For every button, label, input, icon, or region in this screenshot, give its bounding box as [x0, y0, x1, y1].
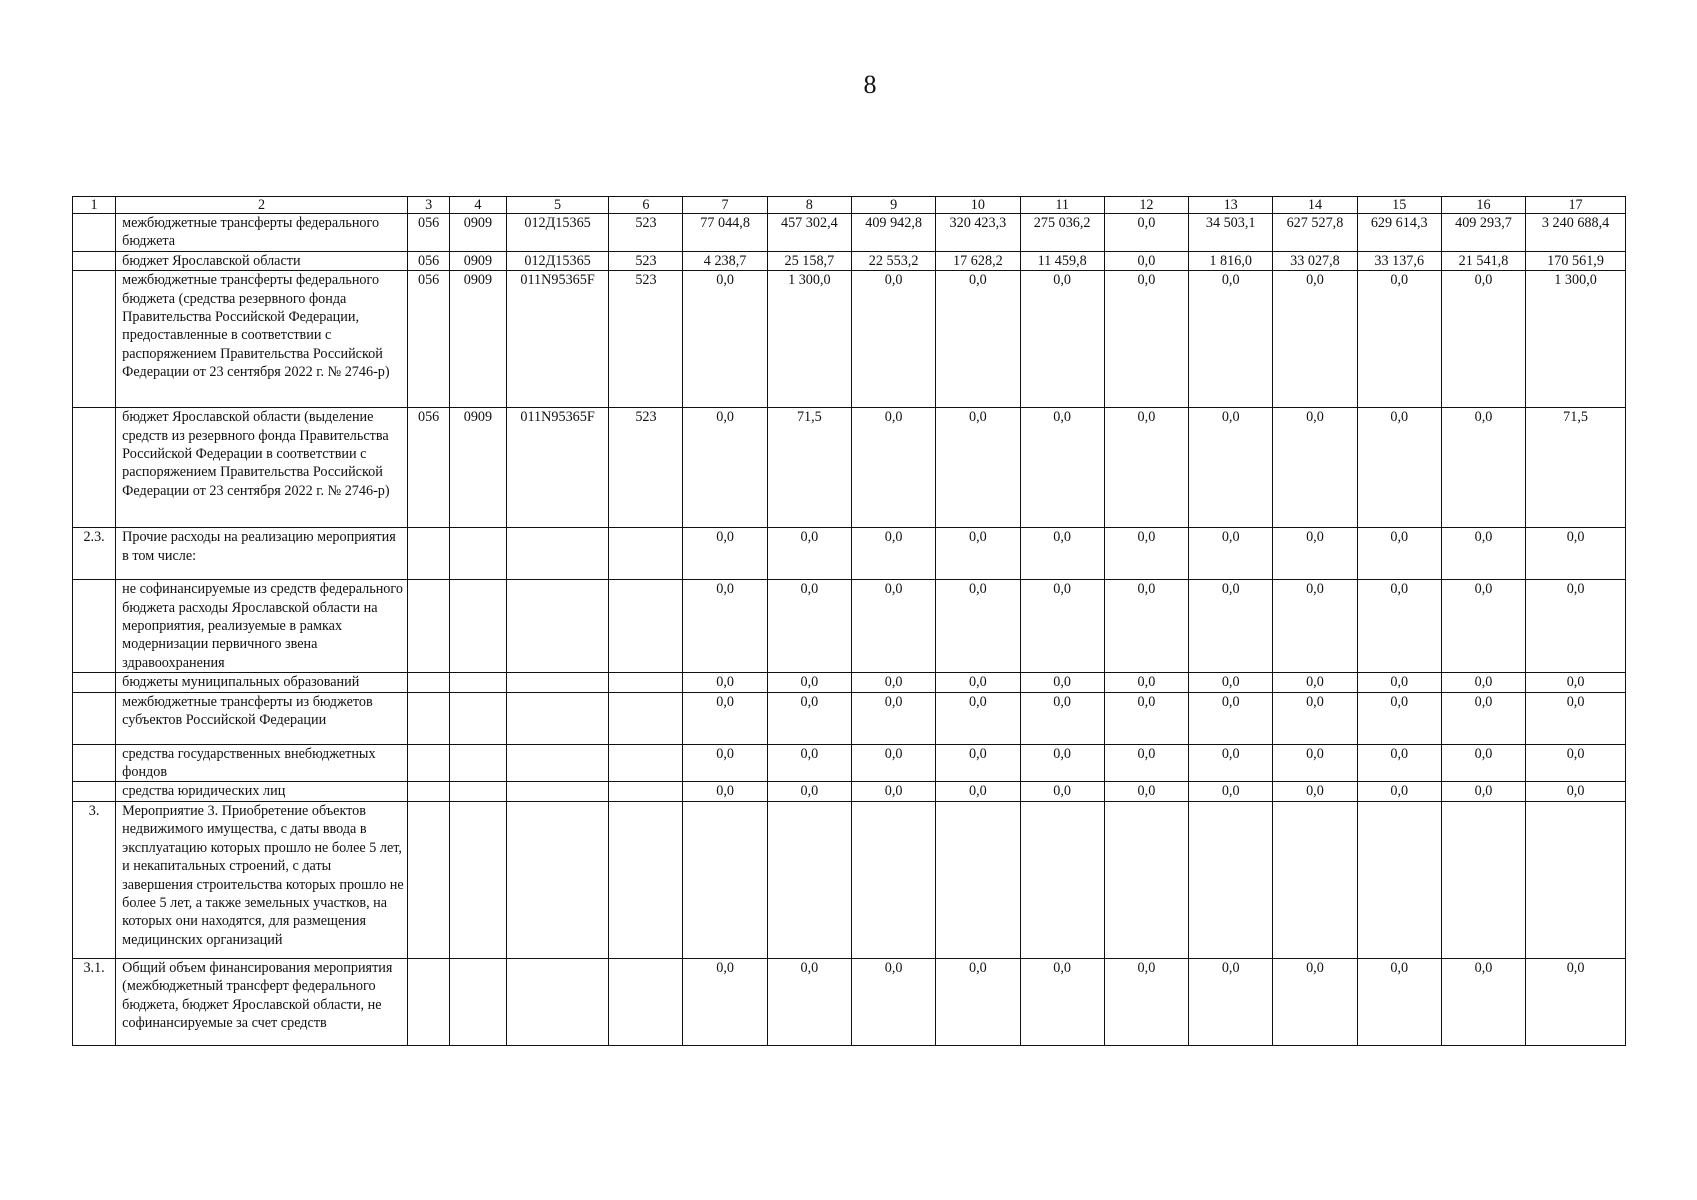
row-code-cell-6 — [609, 528, 683, 580]
row-value-cell-10 — [936, 801, 1020, 958]
row-value-cell-12: 0,0 — [1104, 958, 1188, 1045]
row-value-cell-13: 0,0 — [1189, 692, 1273, 744]
row-code-cell-3 — [408, 958, 450, 1045]
budget-table-wrapper — [72, 196, 1626, 1046]
row-value-cell-16: 0,0 — [1441, 580, 1525, 673]
row-index-cell — [73, 580, 116, 673]
row-value-cell-16: 0,0 — [1441, 673, 1525, 692]
row-description-cell: Общий объем финансирования мероприятия (межбюджетный трансферт федерального бюджета, бюджет Ярославской области, не софинансируемые за счет средств — [116, 958, 408, 1045]
row-value-cell-15: 0,0 — [1357, 580, 1441, 673]
row-code-cell-4: 0909 — [450, 251, 507, 270]
row-code-cell-3 — [408, 528, 450, 580]
table-body — [73, 197, 1626, 1046]
header-cell-17: 17 — [1526, 197, 1626, 214]
row-value-cell-12 — [1104, 801, 1188, 958]
header-cell-14: 14 — [1273, 197, 1357, 214]
row-value-cell-14: 0,0 — [1273, 528, 1357, 580]
row-code-cell-6: 523 — [609, 271, 683, 408]
row-value-cell-9: 0,0 — [851, 580, 935, 673]
row-value-cell-12: 0,0 — [1104, 744, 1188, 782]
row-value-cell-9: 0,0 — [851, 692, 935, 744]
row-value-cell-14 — [1273, 801, 1357, 958]
row-index-cell — [73, 673, 116, 692]
row-value-cell-10: 0,0 — [936, 580, 1020, 673]
row-value-cell-8: 0,0 — [767, 673, 851, 692]
row-value-cell-9: 0,0 — [851, 271, 935, 408]
row-value-cell-15 — [1357, 801, 1441, 958]
header-cell-2: 2 — [116, 197, 408, 214]
row-value-cell-12: 0,0 — [1104, 692, 1188, 744]
row-value-cell-16: 409 293,7 — [1441, 214, 1525, 252]
row-code-cell-3 — [408, 692, 450, 744]
row-value-cell-12: 0,0 — [1104, 251, 1188, 270]
row-value-cell-13: 0,0 — [1189, 271, 1273, 408]
row-value-cell-12: 0,0 — [1104, 528, 1188, 580]
row-value-cell-11: 0,0 — [1020, 744, 1104, 782]
row-code-cell-3: 056 — [408, 408, 450, 528]
row-value-cell-8: 1 300,0 — [767, 271, 851, 408]
header-cell-6: 6 — [609, 197, 683, 214]
row-value-cell-11: 0,0 — [1020, 528, 1104, 580]
row-index-cell — [73, 251, 116, 270]
row-value-cell-17: 0,0 — [1526, 744, 1626, 782]
row-value-cell-15: 629 614,3 — [1357, 214, 1441, 252]
row-value-cell-17: 0,0 — [1526, 580, 1626, 673]
row-value-cell-11 — [1020, 801, 1104, 958]
row-code-cell-5 — [506, 782, 609, 801]
row-value-cell-16 — [1441, 801, 1525, 958]
row-code-cell-5: 012Д15365 — [506, 251, 609, 270]
row-code-cell-4 — [450, 958, 507, 1045]
row-value-cell-13: 0,0 — [1189, 744, 1273, 782]
row-value-cell-7: 0,0 — [683, 692, 767, 744]
row-description-cell: бюджет Ярославской области (выделение средств из резервного фонда Правительства Российской Федерации в соответствии с распоряжением Правительства Российской Федерации от 23 сентября 2022 г. № 2746-р) — [116, 408, 408, 528]
row-value-cell-17: 0,0 — [1526, 958, 1626, 1045]
row-code-cell-6 — [609, 673, 683, 692]
row-value-cell-15: 0,0 — [1357, 782, 1441, 801]
row-code-cell-4 — [450, 692, 507, 744]
row-value-cell-14: 0,0 — [1273, 692, 1357, 744]
row-value-cell-13: 0,0 — [1189, 528, 1273, 580]
row-value-cell-7: 77 044,8 — [683, 214, 767, 252]
row-value-cell-15: 0,0 — [1357, 528, 1441, 580]
table-row — [73, 528, 1626, 580]
budget-table — [72, 196, 1626, 1046]
row-value-cell-7: 0,0 — [683, 271, 767, 408]
row-value-cell-7: 0,0 — [683, 408, 767, 528]
row-code-cell-3 — [408, 801, 450, 958]
row-value-cell-8: 457 302,4 — [767, 214, 851, 252]
row-value-cell-9 — [851, 801, 935, 958]
row-value-cell-17: 71,5 — [1526, 408, 1626, 528]
row-code-cell-5 — [506, 744, 609, 782]
row-code-cell-5 — [506, 801, 609, 958]
row-value-cell-10: 0,0 — [936, 673, 1020, 692]
row-value-cell-15: 0,0 — [1357, 408, 1441, 528]
table-row — [73, 214, 1626, 252]
table-row — [73, 782, 1626, 801]
row-value-cell-9: 0,0 — [851, 673, 935, 692]
header-row — [73, 197, 1626, 214]
row-value-cell-14: 0,0 — [1273, 744, 1357, 782]
row-value-cell-15: 33 137,6 — [1357, 251, 1441, 270]
row-code-cell-4 — [450, 580, 507, 673]
row-value-cell-17 — [1526, 801, 1626, 958]
row-value-cell-16: 0,0 — [1441, 528, 1525, 580]
row-value-cell-7: 0,0 — [683, 580, 767, 673]
row-value-cell-10: 0,0 — [936, 744, 1020, 782]
row-value-cell-12: 0,0 — [1104, 271, 1188, 408]
row-code-cell-6 — [609, 692, 683, 744]
row-index-cell: 3. — [73, 801, 116, 958]
table-row — [73, 271, 1626, 408]
row-value-cell-8: 0,0 — [767, 782, 851, 801]
table-row — [73, 251, 1626, 270]
row-value-cell-10: 0,0 — [936, 408, 1020, 528]
header-cell-3: 3 — [408, 197, 450, 214]
header-cell-5: 5 — [506, 197, 609, 214]
row-value-cell-11: 0,0 — [1020, 958, 1104, 1045]
row-value-cell-13: 0,0 — [1189, 408, 1273, 528]
row-code-cell-4: 0909 — [450, 214, 507, 252]
row-description-cell: межбюджетные трансферты федерального бюджета — [116, 214, 408, 252]
row-code-cell-4: 0909 — [450, 408, 507, 528]
row-value-cell-9: 0,0 — [851, 528, 935, 580]
row-code-cell-3 — [408, 580, 450, 673]
row-value-cell-16: 0,0 — [1441, 271, 1525, 408]
row-value-cell-8: 0,0 — [767, 580, 851, 673]
row-value-cell-13: 0,0 — [1189, 580, 1273, 673]
row-index-cell — [73, 782, 116, 801]
row-value-cell-15: 0,0 — [1357, 673, 1441, 692]
row-value-cell-14: 33 027,8 — [1273, 251, 1357, 270]
row-value-cell-16: 0,0 — [1441, 782, 1525, 801]
row-value-cell-14: 0,0 — [1273, 958, 1357, 1045]
header-cell-12: 12 — [1104, 197, 1188, 214]
row-value-cell-11: 0,0 — [1020, 673, 1104, 692]
row-code-cell-3 — [408, 782, 450, 801]
table-row — [73, 958, 1626, 1045]
row-value-cell-17: 0,0 — [1526, 782, 1626, 801]
row-value-cell-9: 0,0 — [851, 782, 935, 801]
row-value-cell-8 — [767, 801, 851, 958]
row-code-cell-6 — [609, 801, 683, 958]
row-description-cell: средства юридических лиц — [116, 782, 408, 801]
table-row — [73, 580, 1626, 673]
row-value-cell-17: 170 561,9 — [1526, 251, 1626, 270]
row-value-cell-15: 0,0 — [1357, 744, 1441, 782]
row-code-cell-5 — [506, 528, 609, 580]
row-code-cell-6: 523 — [609, 214, 683, 252]
row-value-cell-12: 0,0 — [1104, 408, 1188, 528]
row-index-cell — [73, 692, 116, 744]
row-value-cell-10: 0,0 — [936, 271, 1020, 408]
row-description-cell: не софинансируемые из средств федерального бюджета расходы Ярославской области на мероприятия, реализуемые в рамках модернизации первичного звена здравоохранения — [116, 580, 408, 673]
row-value-cell-13: 1 816,0 — [1189, 251, 1273, 270]
row-value-cell-12: 0,0 — [1104, 782, 1188, 801]
row-value-cell-16: 0,0 — [1441, 692, 1525, 744]
row-value-cell-8: 0,0 — [767, 528, 851, 580]
row-value-cell-17: 3 240 688,4 — [1526, 214, 1626, 252]
row-value-cell-13 — [1189, 801, 1273, 958]
row-description-cell: Прочие расходы на реализацию мероприятия в том числе: — [116, 528, 408, 580]
header-cell-16: 16 — [1441, 197, 1525, 214]
row-value-cell-7: 0,0 — [683, 673, 767, 692]
row-code-cell-6: 523 — [609, 408, 683, 528]
row-value-cell-16: 0,0 — [1441, 408, 1525, 528]
row-value-cell-11: 0,0 — [1020, 782, 1104, 801]
row-value-cell-10: 0,0 — [936, 958, 1020, 1045]
table-row — [73, 408, 1626, 528]
header-cell-9: 9 — [851, 197, 935, 214]
header-cell-10: 10 — [936, 197, 1020, 214]
table-row — [73, 692, 1626, 744]
row-code-cell-3: 056 — [408, 214, 450, 252]
row-value-cell-13: 0,0 — [1189, 782, 1273, 801]
row-value-cell-14: 0,0 — [1273, 673, 1357, 692]
row-code-cell-3: 056 — [408, 271, 450, 408]
row-value-cell-10: 320 423,3 — [936, 214, 1020, 252]
row-value-cell-7: 0,0 — [683, 528, 767, 580]
row-value-cell-13: 34 503,1 — [1189, 214, 1273, 252]
header-cell-15: 15 — [1357, 197, 1441, 214]
row-value-cell-11: 0,0 — [1020, 408, 1104, 528]
row-value-cell-14: 0,0 — [1273, 408, 1357, 528]
row-value-cell-7: 0,0 — [683, 782, 767, 801]
row-value-cell-8: 0,0 — [767, 692, 851, 744]
row-value-cell-13: 0,0 — [1189, 958, 1273, 1045]
row-code-cell-6 — [609, 782, 683, 801]
header-cell-4: 4 — [450, 197, 507, 214]
row-value-cell-11: 0,0 — [1020, 271, 1104, 408]
row-value-cell-12: 0,0 — [1104, 673, 1188, 692]
row-value-cell-14: 0,0 — [1273, 782, 1357, 801]
row-code-cell-6: 523 — [609, 251, 683, 270]
row-value-cell-8: 0,0 — [767, 744, 851, 782]
row-code-cell-5: 012Д15365 — [506, 214, 609, 252]
row-index-cell — [73, 744, 116, 782]
row-code-cell-5: 011N95365F — [506, 271, 609, 408]
header-cell-1: 1 — [73, 197, 116, 214]
row-code-cell-6 — [609, 958, 683, 1045]
row-value-cell-7: 4 238,7 — [683, 251, 767, 270]
row-value-cell-10: 0,0 — [936, 782, 1020, 801]
header-cell-8: 8 — [767, 197, 851, 214]
row-value-cell-10: 0,0 — [936, 692, 1020, 744]
row-value-cell-15: 0,0 — [1357, 692, 1441, 744]
row-code-cell-6 — [609, 744, 683, 782]
row-description-cell: межбюджетные трансферты из бюджетов субъектов Российской Федерации — [116, 692, 408, 744]
row-value-cell-10: 0,0 — [936, 528, 1020, 580]
row-code-cell-3 — [408, 744, 450, 782]
row-description-cell: бюджеты муниципальных образований — [116, 673, 408, 692]
row-value-cell-16: 0,0 — [1441, 958, 1525, 1045]
row-value-cell-15: 0,0 — [1357, 958, 1441, 1045]
row-code-cell-3 — [408, 673, 450, 692]
row-index-cell: 2.3. — [73, 528, 116, 580]
row-description-cell: бюджет Ярославской области — [116, 251, 408, 270]
row-value-cell-11: 11 459,8 — [1020, 251, 1104, 270]
row-value-cell-8: 0,0 — [767, 958, 851, 1045]
row-index-cell — [73, 214, 116, 252]
row-code-cell-6 — [609, 580, 683, 673]
row-index-cell — [73, 408, 116, 528]
row-code-cell-5 — [506, 958, 609, 1045]
row-value-cell-14: 0,0 — [1273, 580, 1357, 673]
row-code-cell-4 — [450, 673, 507, 692]
row-value-cell-17: 0,0 — [1526, 692, 1626, 744]
row-value-cell-7: 0,0 — [683, 744, 767, 782]
row-description-cell: межбюджетные трансферты федерального бюджета (средства резервного фонда Правительства Российской Федерации, предоставленные в соответствии с распоряжением Правительства Российской Федерации от 23 сентября 2022 г. № 2746-р) — [116, 271, 408, 408]
row-value-cell-8: 71,5 — [767, 408, 851, 528]
row-value-cell-9: 0,0 — [851, 958, 935, 1045]
row-value-cell-12: 0,0 — [1104, 214, 1188, 252]
row-value-cell-9: 22 553,2 — [851, 251, 935, 270]
row-value-cell-7 — [683, 801, 767, 958]
row-code-cell-5: 011N95365F — [506, 408, 609, 528]
row-value-cell-11: 0,0 — [1020, 580, 1104, 673]
row-value-cell-9: 409 942,8 — [851, 214, 935, 252]
row-value-cell-9: 0,0 — [851, 408, 935, 528]
row-value-cell-17: 1 300,0 — [1526, 271, 1626, 408]
header-cell-7: 7 — [683, 197, 767, 214]
row-code-cell-3: 056 — [408, 251, 450, 270]
row-value-cell-8: 25 158,7 — [767, 251, 851, 270]
row-value-cell-9: 0,0 — [851, 744, 935, 782]
row-code-cell-4 — [450, 528, 507, 580]
header-cell-13: 13 — [1189, 197, 1273, 214]
row-value-cell-11: 0,0 — [1020, 692, 1104, 744]
row-value-cell-17: 0,0 — [1526, 528, 1626, 580]
row-description-cell: Мероприятие 3. Приобретение объектов недвижимого имущества, с даты ввода в эксплуатацию которых прошло не более 5 лет, и некапитальных строений, с даты завершения строительства которых прошло не более 5 лет, а также земельных участков, на которых они находятся, для размещения медицинских организаций — [116, 801, 408, 958]
row-index-cell — [73, 271, 116, 408]
row-value-cell-14: 0,0 — [1273, 271, 1357, 408]
header-cell-11: 11 — [1020, 197, 1104, 214]
row-value-cell-16: 0,0 — [1441, 744, 1525, 782]
row-code-cell-5 — [506, 692, 609, 744]
row-code-cell-4 — [450, 782, 507, 801]
row-value-cell-13: 0,0 — [1189, 673, 1273, 692]
table-row — [73, 744, 1626, 782]
row-value-cell-14: 627 527,8 — [1273, 214, 1357, 252]
row-value-cell-11: 275 036,2 — [1020, 214, 1104, 252]
row-description-cell: средства государственных внебюджетных фондов — [116, 744, 408, 782]
row-value-cell-16: 21 541,8 — [1441, 251, 1525, 270]
row-value-cell-15: 0,0 — [1357, 271, 1441, 408]
row-code-cell-4 — [450, 801, 507, 958]
row-value-cell-7: 0,0 — [683, 958, 767, 1045]
page-number: 8 — [863, 70, 877, 99]
row-value-cell-10: 17 628,2 — [936, 251, 1020, 270]
row-index-cell: 3.1. — [73, 958, 116, 1045]
row-code-cell-5 — [506, 580, 609, 673]
table-row — [73, 673, 1626, 692]
row-code-cell-4 — [450, 744, 507, 782]
table-row — [73, 801, 1626, 958]
row-code-cell-5 — [506, 673, 609, 692]
row-value-cell-17: 0,0 — [1526, 673, 1626, 692]
row-code-cell-4: 0909 — [450, 271, 507, 408]
row-value-cell-12: 0,0 — [1104, 580, 1188, 673]
